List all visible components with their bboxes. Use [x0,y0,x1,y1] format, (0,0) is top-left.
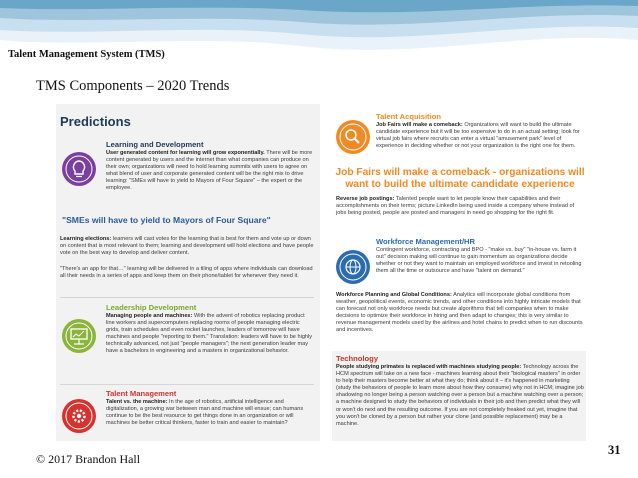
elections-body: learners will cast votes for the learning that is best for them and vote up or down on content that is most relevant to them; learning and development will hold elections and have people vote on the best way to develop and deliver content. [60,236,314,257]
technology-body: Technology across the HCM spectrum will take on a new face - machines learning about their "biological masters" in order to help their masters become better at what they do; think about it – it's happened in marketing (study the behaviors of people to learn more about how they consume) why not in HCM; imagine job shadowing no longer being a person watching over a person but a machine watching over a person; a machine designed to study the behaviors of individuals in their job and then predict what they will or won't do next and the resulting outcome. If you are not completely freaked out yet, imagine that you won't be cloned by a person but rather your clone (and possible replacement) may be a machine. [336,364,584,427]
slide-title: TMS Components – 2020 Trends [36,78,230,94]
deck-title: Talent Management System (TMS) [8,49,165,60]
elections-lead: Learning elections: [60,236,112,242]
globe-icon [336,250,370,284]
apps-paragraph: "There's an app for that…" learning will be delivered in a tiling of apps where individuals can download all their needs in a series of apps and keep them on their phone/tablet for whenever they need it. [60,266,313,280]
technology-lead: People studying primates is replaced with machines studying people: [336,364,522,370]
divider [60,297,314,298]
job-fairs-quote: Job Fairs will make a comeback - organizations will want to build the ultimate candidate experience [335,167,585,190]
planning-lead: Workforce Planning and Global Conditions: [336,292,452,298]
reverse-body: Talented people want to let people know their capabilities and their accomplishments on their terms; picture LinkedIn being used inside a company where instead of jobs being posted, people are posted and managers in need go shopping for the right fit. [336,196,575,217]
copyright-footer: © 2017 Brandon Hall [36,452,141,466]
divider [60,384,314,385]
presentation-icon [62,319,96,353]
magnifier-icon [336,120,370,154]
learning-title: Learning and Development [106,140,204,149]
talent-body: In the age of robotics, artificial intelligence and digitalization, a growing war between man and machine will ensue; can humans continue to be the best resource to get things done in an organization or will machines be better critical thinkers, faster to train and easier to maintain? [106,399,304,427]
talent-lead: Talent vs. the machine: [106,399,168,405]
planning-paragraph [336,292,584,335]
gear-icon [62,399,96,433]
leadership-lead: Managing people and machines: [106,313,193,319]
talent-title: Talent Management [106,389,177,398]
learning-body: There will be more content generated by users and the internet than what companies can produce on their own; organizations will need to hold learning summits with users to agree on what blend of user and corporate generated content will be the right mix to drive learning: "SMEs will have to yield to Mayors of Four Square" – the expert or the employee. [106,150,313,192]
reverse-postings-paragraph [336,196,584,217]
reverse-lead: Reverse job postings: [336,196,395,202]
workforce-title: Workforce Management/HR [376,237,476,246]
acquisition-body: Organizations will want to build the ultimate candidate experience but it will be too expensive to do in an actual setting; look for virtual job fairs where recruits can enter a virtual "amusement park" level of experience in deciding whether or not your organization is the right one for them. [376,122,580,150]
planning-body: Analytics will incorporate global conditions from weather, geopolitical events, economic trends, and other conditions into highly intricate models that can forecast not only workforce needs but create algorithms that tell companies when to make decisions to optimize their workforce in hiring and then adapt to changes; this is very similar to revenue management models used by the airlines and hotel chains to predict when to run discounts and incentives. [336,292,583,334]
page-number: 31 [608,443,621,457]
elections-paragraph [60,236,314,257]
lightbulb-icon [62,152,96,186]
learning-lead: User generated content for learning will grow exponentially. [106,150,265,156]
predictions-heading: Predictions [60,114,131,129]
trends-panel [332,104,586,441]
acquisition-lead: Job Fairs will make a comeback: [376,122,463,128]
talent-paragraph [106,399,314,427]
technology-title: Technology [336,354,379,363]
learning-paragraph [106,150,314,193]
acquisition-title: Talent Acquisition [376,112,441,121]
leadership-paragraph [106,313,314,356]
acquisition-paragraph [376,122,584,150]
leadership-title: Leadership Development [106,303,197,312]
smes-quote: "SMEs will have to yield to Mayors of Four Square" [62,215,271,225]
workforce-body: Contingent workforce, contracting and BPO - "make vs. buy" "in-house vs. farm it out" decision making will continue to gain momentum as organizations decide whether or not they want to maintain an employed workforce and invest in retooling them all the time or outsource and have "talent on demand." [376,247,582,275]
technology-paragraph [336,364,584,428]
predictions-panel [56,104,320,441]
leadership-body: With the advent of robotics replacing product line workers and supercomputers replacing rooms of people managing electric grids, train schedules and even rocket launches, leaders of tomorrow will have machines and people "reporting to them." Translation: leaders will have to be highly technically advanced, not just "people managers"; the next generation leader may have a bachelors in engineering and a masters in organizational behavior. [106,313,313,355]
